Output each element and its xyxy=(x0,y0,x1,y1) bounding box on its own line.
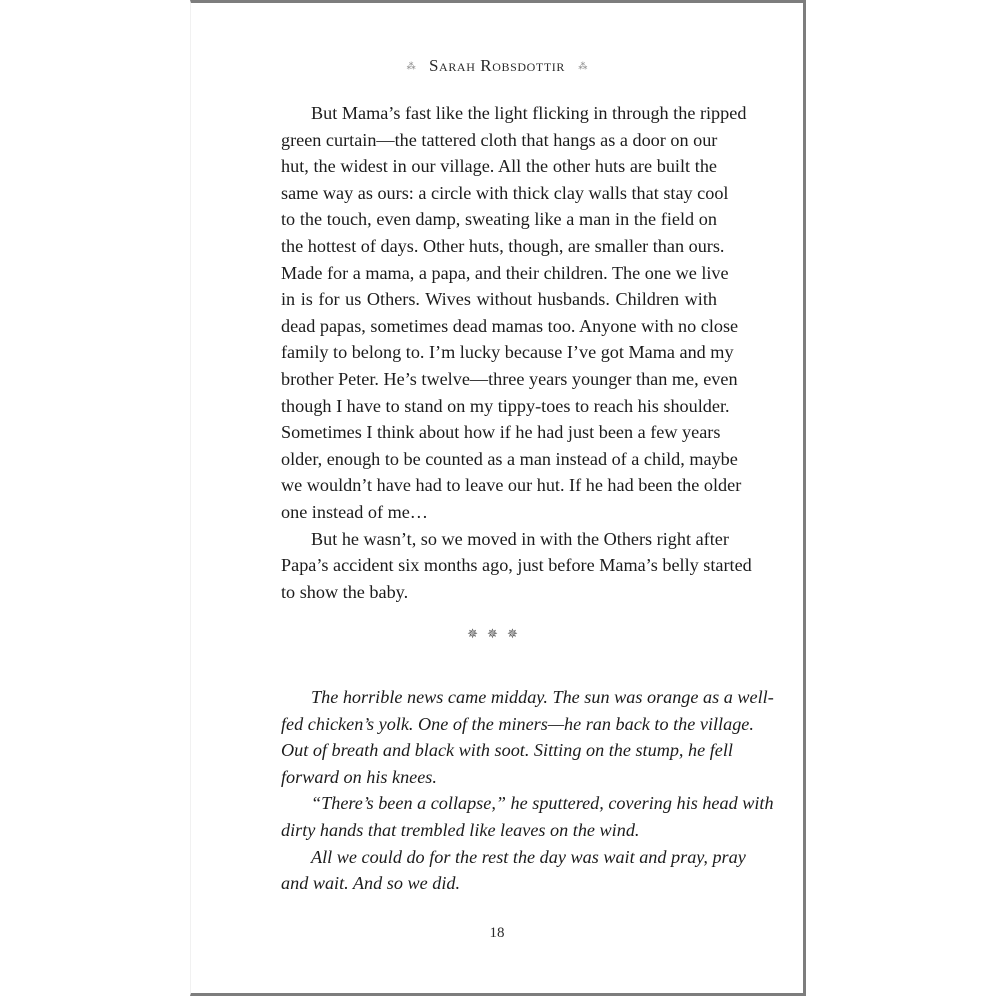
text-line: hut, the widest in our village. All the other huts are built the xyxy=(281,156,717,177)
text-line: green curtain—the tattered cloth that hangs as a door on our xyxy=(281,129,718,150)
text-line: fed chicken’s yolk. One of the miners—he ran back to the village. xyxy=(281,713,754,734)
section-break-ornament-icon: ✵✵✵ xyxy=(467,627,527,642)
section-1-text xyxy=(281,100,752,605)
text-line: older, enough to be counted as a man instead of a child, maybe xyxy=(281,448,738,469)
text-line: and wait. And so we did. xyxy=(281,873,461,894)
text-line: forward on his knees. xyxy=(281,766,437,787)
paragraph xyxy=(281,684,774,790)
paragraph xyxy=(281,526,752,606)
text-line: brother Peter. He’s twelve—three years younger than me, even xyxy=(281,368,738,389)
text-line: to show the baby. xyxy=(281,581,409,602)
book-page xyxy=(190,0,806,996)
paragraph xyxy=(281,100,747,526)
ornament-right-icon: ⁂ xyxy=(578,61,588,71)
text-line: But he wasn’t, so we moved in with the Others right after xyxy=(311,528,729,549)
text-line: Papa’s accident six months ago, just before Mama’s belly started xyxy=(281,555,752,576)
page-number: 18 xyxy=(489,925,505,941)
author-name: Sarah Robsdottir xyxy=(429,56,565,75)
text-line: All we could do for the rest the day was wait and pray, pray xyxy=(311,846,746,867)
paragraph xyxy=(281,844,746,897)
text-line: Out of breath and black with soot. Sitting on the stump, he fell xyxy=(281,740,733,761)
ornament-left-icon: ⁂ xyxy=(406,61,416,71)
text-line: “There’s been a collapse,” he sputtered, covering his head with xyxy=(311,793,774,814)
text-line: one instead of me… xyxy=(281,501,428,522)
running-head xyxy=(191,56,803,76)
text-line: dirty hands that trembled like leaves on the wind. xyxy=(281,819,640,840)
section-2-text xyxy=(281,684,774,897)
text-line: family to belong to. I’m lucky because I’ve got Mama and my xyxy=(281,342,734,363)
text-line: same way as ours: a circle with thick clay walls that stay cool xyxy=(281,182,729,203)
text-line: Sometimes I think about how if he had just been a few years xyxy=(281,422,721,443)
text-line: The horrible news came midday. The sun was orange as a well- xyxy=(311,687,774,707)
text-line: though I have to stand on my tippy-toes to reach his shoulder. xyxy=(281,395,730,416)
text-line: we wouldn’t have had to leave our hut. If he had been the older xyxy=(281,475,742,496)
text-line: dead papas, sometimes dead mamas too. Anyone with no close xyxy=(281,315,739,336)
text-line: in is for us Others. Wives without husbands. Children with xyxy=(281,289,717,310)
text-line: to the touch, even damp, sweating like a man in the field on xyxy=(281,209,717,230)
text-line: Made for a mama, a papa, and their children. The one we live xyxy=(281,262,729,283)
text-line: But Mama’s fast like the light flicking in through the ripped xyxy=(311,103,747,123)
paragraph xyxy=(281,790,774,843)
text-line: the hottest of days. Other huts, though, are smaller than ours. xyxy=(281,235,725,256)
